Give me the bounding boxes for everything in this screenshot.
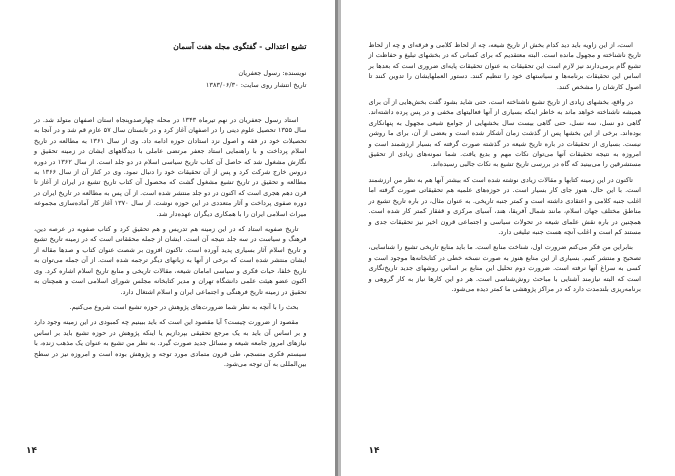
left-page [0,0,335,476]
page-number: ۱۴ [26,446,37,456]
right-page-body [369,40,642,294]
paragraph: بنابراین من فکر می‌کنم ضرورت اول، شناخت منابع است. ما باید منابع تاریخی تشیع را شناسایی، تصحیح و منتشر کنیم. بسیاری از این منابع هنوز به صورت نسخه خطی در کتابخانه‌ها موجود است و کسی به سراغ آنها نرفته است. ضرورت دوم تحلیل این منابع بر اساس روشهای جدید تاریخ‌نگاری است که البته نیازمند آشنایی با مباحث روش‌شناسی است. هر دو این کارها نیاز به کار گروهی و برنامه‌ریزی بلندمدت دارد که در مراکز پژوهشی ما کمتر دیده می‌شود. [368,243,642,293]
publish-date-line: تاریخ انتشار روی سایت: ۱۳۸۳/۰۶/۳۰ [205,81,307,89]
right-page [341,0,675,476]
article-meta [34,67,307,91]
paragraph: تاریخ صفویه استاد که در این زمینه هم تدریس و هم تحقیق کرد و کتاب صفویه در عرصه دین، فرهنگ و سیاست در سه جلد نتیجه آن است. ایشان از جمله محققانی است که در زمینه تاریخ تشیع و تاریخ اسلام آثار بسیاری پدید آورده است. تاکنون افزون بر شصت عنوان کتاب و صدها مقاله از ایشان منتشر شده است که برخی از آنها به زبانهای دیگر ترجمه شده است. از آن جمله می‌توان به تاریخ خلفا، حیات فکری و سیاسی امامان شیعه، مقالات تاریخی و منابع تاریخ اسلام اشاره کرد. وی اکنون عضو هیئت علمی دانشگاه تهران و مدیر کتابخانه مجلس شورای اسلامی است و همچنان به تحقیق در زمینه تاریخ فرهنگی و اجتماعی ایران و اسلام اشتغال دارد. [34,225,307,296]
paragraph: بحث را با آنچه به نظر شما ضرورت‌های پژوهش در حوزه تشیع است شروع می‌کنیم. [69,302,299,311]
left-page-body [34,115,307,369]
page-number: ۱۴ [368,446,380,456]
paragraph: در واقع، بخشهای زیادی از تاریخ تشیع ناشناخته است، حتی شاید بشود گفت بخش‌هایی از آن برای همیشه ناشناخته خواهد ماند به خاطر اینکه بسیاری از آنها فعالیتهای مخفی و در پس پرده داشته‌اند. گاهی دو نسل، سه نسل، حتی گاهی بیست سال بخشهایی از جوامع شیعی مجهول به پنهانکاری بوده‌اند. برخی از این بخشها پس از گذشت زمان آشکار شده است و بعضی از آن، برای ما روشن نیست. بسیاری از تحقیقات در باره تاریخ شیعه در گذشته صورت گرفته که بسیار ارزشمند است و امروزه به نتیجه تحقیقات آنها می‌توان نکات مهم و بدیع یافت. شما نمونه‌های زیادی از تحقیق مستشرقین را می‌بینید که گاه در بررسی تاریخ تشیع به نکات جالبی رسیده‌اند. [368,98,642,169]
paragraph: است، از این زاویه باید دید کدام بخش از تاریخ شیعه، چه از لحاظ کلامی و فرقه‌ای و چه از لحاظ تاریخ ناشناخته و مجهول مانده است. البته معتقدیم که برای کسانی که در بخشهای تبلیغ و حفاظت از تشیع گام برمی‌دارند نیز لازم است این تحقیقات به عنوان تحقیقات پایه‌ای ضروری است که بعدها بر اساس این تحقیقات برنامه‌ها و سیاستهای خود را تنظیم کنند. دستور العملهایشان را تدوین کنند تا اصول کارشان را مشخص کنند. [368,41,642,91]
paragraph: استاد رسول جعفریان در نهم تیرماه ۱۳۴۳ در محله چهارصدوپنجاه استان اصفهان متولد شد. در سال ۱۳۵۵ تحصیل علوم دینی را در اصفهان آغاز کرد و در تابستان سال ۵۷ عازم قم شد و در آنجا به تحصیلات خود در فقه و اصول نزد استادان حوزه ادامه داد. وی از سال ۱۳۶۱ به مطالعه در تاریخ اسلام پرداخت و با راهنمایی استاد جعفر مرتضی عاملی با دیدگاههای ایشان در زمینه تحقیق و نگارش مشغول شد که حاصل آن کتاب تاریخ سیاسی اسلام در دو جلد است. از سال ۱۳۶۲ در دوره دروس خارج شرکت کرد و پس از آن تحقیقات خود را دنبال نمود. وی در کنار آن از سال ۱۳۶۶ به مطالعه و تحقیق در تاریخ تشیع مشغول گشت که محصول آن کتاب تاریخ تشیع در ایران از آغاز تا قرن دهم هجری است که اکنون در دو جلد منتشر شده است. از آن پس به مطالعه در تاریخ ایران در دوره صفوی پرداخت و آثار متعددی در این حوزه نوشت. از سال ۱۳۷۰ آغاز کار آماده‌سازی مجموعه میراث اسلامی ایران را با همکاری دیگران عهده‌دار شد. [34,116,307,218]
paragraph: تاکنون در این زمینه کتابها و مقالات زیادی نوشته شده است که بیشتر آنها هم به نظر من ارزشمند است. با این حال، هنوز جای کار بسیار است. در حوزه‌های علمیه هم تحقیقاتی صورت گرفته اما اغلب جنبه کلامی و اعتقادی داشته است و کمتر جنبه تاریخی. به عنوان مثال، در باره تاریخ تشیع در مناطق مختلف جهان اسلام، مانند شمال آفریقا، هند، آسیای مرکزی و قفقاز کمتر کار شده است. همچنین در باره نقش علمای شیعه در تحولات سیاسی و اجتماعی قرون اخیر نیز تحقیقات جدی و مستند کم است و اغلب آنچه هست جنبه تبلیغی دارد. [368,175,642,236]
author-line: نویسنده: رسول جعفریان [238,69,307,77]
paragraph: مقصود از ضرورت چیست؟ آیا مقصود این است که باید ببینیم چه کمبودی در این زمینه وجود دارد و بر اساس آن باید به یک مرجع تحقیقی بپردازیم یا اینکه پژوهش در حوزه تشیع باید بر اساس نیازهای امروز جامعه شیعه و مسائل جدید صورت گیرد. به نظر من تشیع به عنوان یک مذهب زنده، با سیستم فکری منسجم، طی قرون متمادی مورد توجه و پژوهش بوده است و امروزه نیز در سطح بین‌المللی به آن توجه می‌شود. [34,318,307,368]
article-title: تشیع اعتدالی - گفتگوی مجله هفت آسمان [173,42,307,51]
